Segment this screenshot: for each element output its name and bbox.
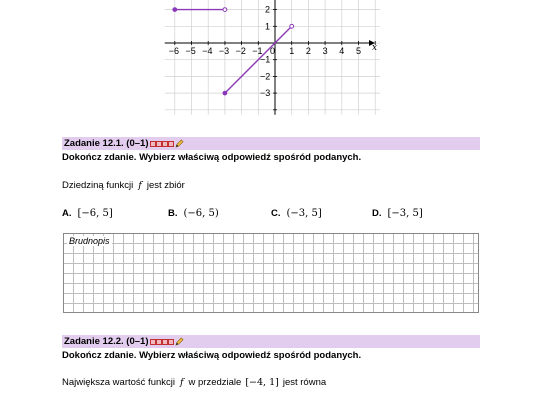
task-12-2-instruction: Dokończ zdanie. Wybierz właściwą odpowiedź spośród podanych. (62, 350, 362, 361)
x-tick-label: 5 (356, 46, 362, 56)
task-12-1-instruction: Dokończ zdanie. Wybierz właściwą odpowiedź spośród podanych. (62, 152, 362, 163)
open-endpoint (223, 8, 227, 12)
x-tick-label: 1 (289, 46, 295, 56)
score-boxes (150, 141, 174, 147)
task-12-1-question: Dziedziną funkcji f jest zbiór (62, 180, 185, 191)
task-12-2-header (62, 335, 480, 348)
task-12-2-question: Największa wartość funkcji f w przedziale [−4, 1] jest równa (62, 377, 327, 388)
task-12-2-title: Zadanie 12.2. (0–1) (64, 336, 149, 347)
x-tick-label: 4 (339, 46, 345, 56)
y-tick-label: −3 (260, 88, 271, 99)
y-tick-label: 1 (265, 21, 271, 32)
answer-b[interactable]: B. (−6, 5) (168, 208, 219, 219)
y-tick-label: −1 (260, 54, 271, 65)
task-12-1-title: Zadanie 12.1. (0–1) (64, 138, 149, 149)
y-tick-label: −2 (260, 71, 271, 82)
task-12-1-header (62, 137, 480, 150)
x-tick-label: 0 (270, 46, 276, 56)
x-tick-label: −1 (252, 46, 263, 56)
x-tick-label: −6 (168, 46, 180, 56)
pencil-icon (175, 337, 184, 346)
score-boxes (150, 339, 174, 345)
answer-d[interactable]: D. [−3, 5] (372, 208, 423, 219)
closed-endpoint (173, 8, 177, 12)
x-tick-label: −5 (185, 46, 196, 56)
closed-endpoint (223, 91, 227, 95)
function-graph (155, 0, 385, 122)
open-endpoint (290, 24, 294, 28)
x-tick-label: 2 (305, 46, 311, 56)
task-12-1-answers (62, 208, 482, 222)
scratch-area (63, 233, 479, 313)
x-tick-label: −2 (235, 46, 246, 56)
graph-grid (165, 0, 380, 115)
x-tick-label: −4 (202, 46, 213, 56)
scratch-label: Brudnopis (69, 236, 110, 246)
graph-tick-labels (169, 5, 361, 99)
answer-a[interactable]: A. [−6, 5] (62, 208, 113, 219)
pencil-icon (175, 139, 184, 148)
y-tick-label: 2 (265, 4, 271, 15)
x-tick-label: 3 (322, 46, 328, 56)
x-axis-label: x (372, 43, 378, 53)
x-tick-label: −3 (218, 46, 230, 56)
answer-c[interactable]: C. (−3, 5] (271, 208, 322, 219)
